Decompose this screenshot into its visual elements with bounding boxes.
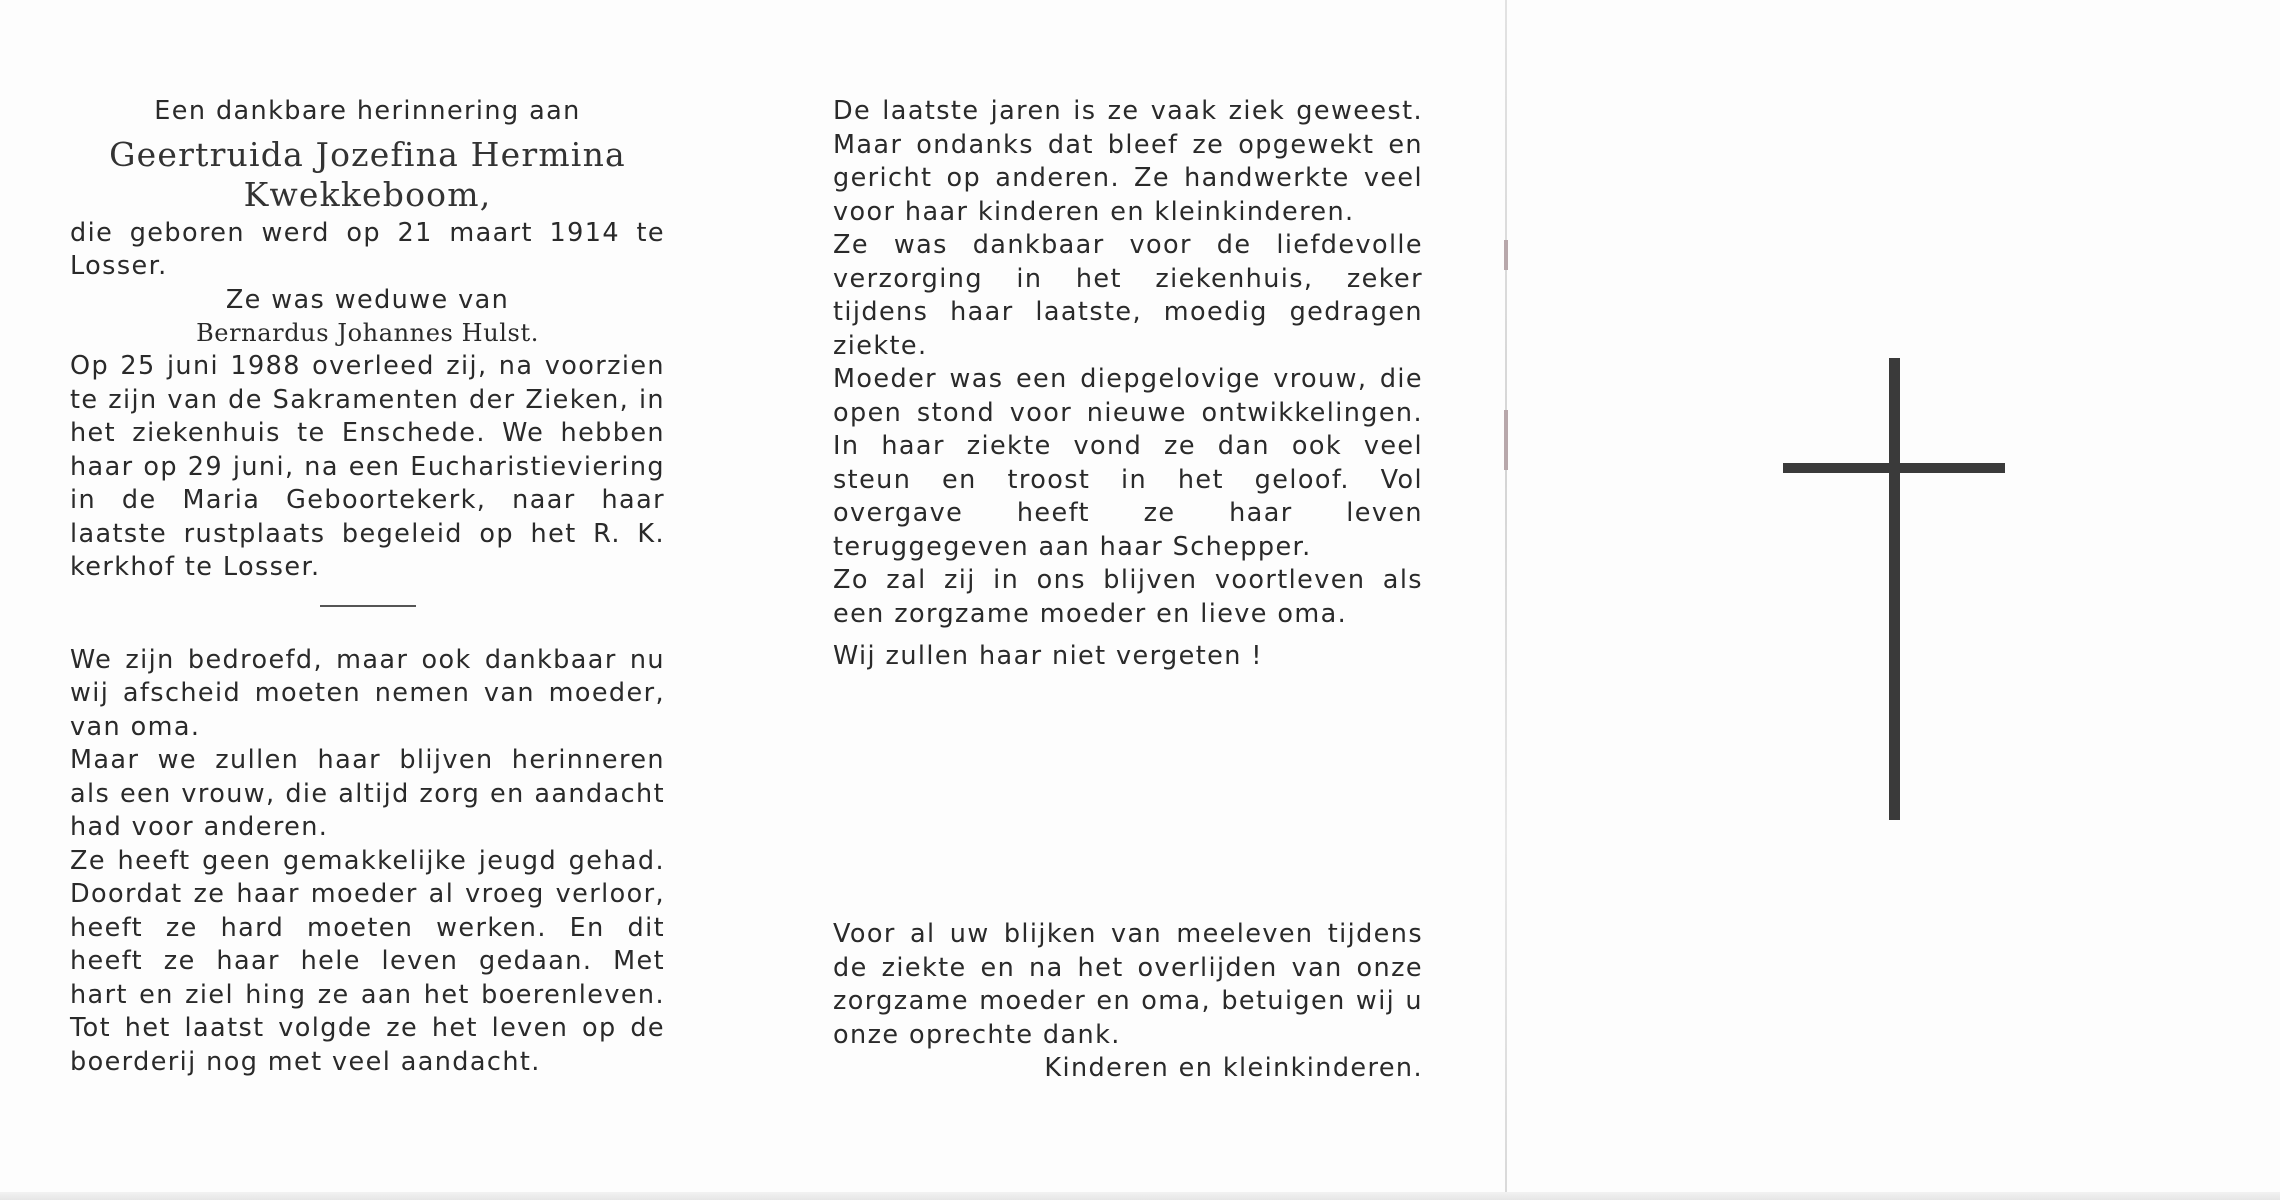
- fold-line: [1505, 0, 1507, 1200]
- paragraph-2: Maar we zullen haar blijven herinneren als een vrouw, die altijd zorg en aandacht had voor anderen.: [70, 745, 665, 842]
- card-bottom-edge: [0, 1192, 2280, 1200]
- thanks-text: Voor al uw blijken van meeleven tijdens de ziekte en na het overlijden van onze zorgzame moeder en oma, betuigen wij u onze oprechte dank.: [833, 919, 1423, 1050]
- thanks-block: [833, 918, 1423, 1086]
- deceased-name-line2: Kwekkeboom,: [243, 174, 492, 214]
- right-paragraph-1: De laatste jaren is ze vaak ziek geweest. Maar ondanks dat bleef ze opgewekt en gericht op anderen. Ze handwerkte veel voor haar kinderen en kleinkinderen.: [833, 96, 1423, 227]
- cross-vertical-bar: [1889, 358, 1900, 820]
- fold-mark: [1504, 410, 1508, 470]
- death-text: Op 25 juni 1988 overleed zij, na voorzien te zijn van de Sakramenten der Zieken, in het ziekenhuis te Enschede. We hebben haar op 29 juni, na een Eucharistieviering in de Maria Geboortekerk, naar haar laatste rustplaats begeleid op het R. K. kerkhof te Losser.: [70, 351, 665, 582]
- closing-line: Wij zullen haar niet vergeten !: [833, 641, 1263, 671]
- left-panel: [70, 95, 665, 1079]
- separator-line: [320, 605, 416, 607]
- right-paragraph-4: Zo zal zij in ons blijven voortleven als een zorgzame moeder en lieve oma.: [833, 565, 1423, 629]
- right-panel: [833, 95, 1423, 674]
- widow-intro: Ze was weduwe van: [225, 284, 510, 315]
- heading: Een dankbare herinnering aan: [154, 96, 581, 126]
- paragraph-1: We zijn bedroefd, maar ook dankbaar nu wij afscheid moeten nemen van moeder, van oma.: [70, 644, 665, 742]
- fold-mark: [1504, 240, 1508, 270]
- paragraph-3: Ze heeft geen gemakkelijke jeugd gehad. Doordat ze haar moeder al vroeg verloor, heeft ze hard moeten werken. En dit heeft ze haar hele leven gedaan. Met hart en ziel hing ze aan het boerenleven. Tot het laatst volgde ze het leven op de boerderij nog met veel aandacht.: [70, 845, 665, 1077]
- spouse-name: Bernardus Johannes Hulst.: [196, 319, 539, 347]
- signature: Kinderen en kleinkinderen.: [1044, 1053, 1423, 1083]
- right-paragraph-2: Ze was dankbaar voor de liefdevolle verzorging in het ziekenhuis, zeker tijdens haar laatste, moedig gedragen ziekte.: [833, 230, 1423, 361]
- cross-horizontal-bar: [1783, 463, 2005, 473]
- birth-text: die geboren werd op 21 maart 1914 te Losser.: [70, 217, 665, 281]
- right-paragraph-3: Moeder was een diepgelovige vrouw, die open stond voor nieuwe ontwikkelingen. In haar ziekte vond ze dan ook veel steun en troost in het geloof. Vol overgave heeft ze haar leven teruggegeven aan haar Schepper.: [833, 364, 1423, 562]
- deceased-name-line1: Geertruida Jozefina Hermina: [109, 134, 626, 174]
